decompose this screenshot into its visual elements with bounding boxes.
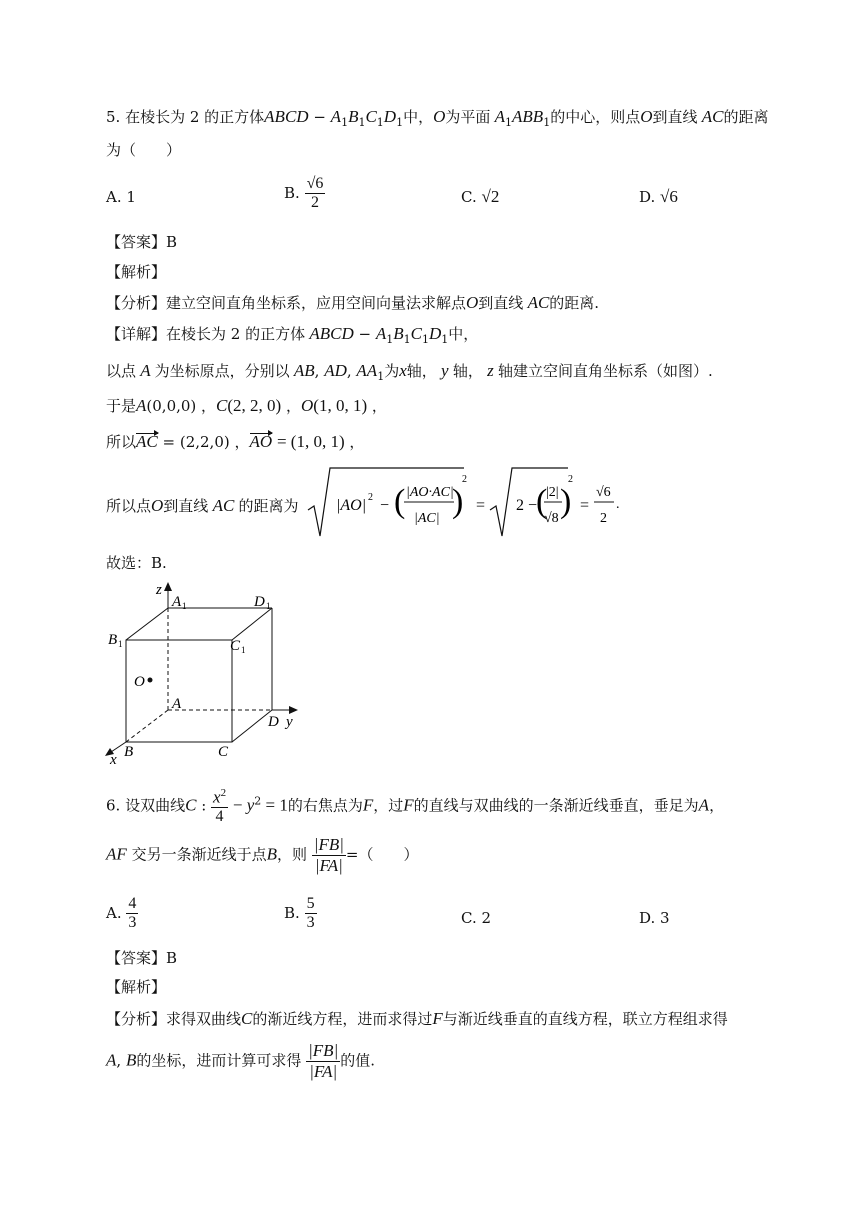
svg-text:y: y [286, 714, 293, 730]
svg-text:1: 1 [182, 601, 187, 611]
q6-stem-line1: 6. 设双曲线C : $\frac{x^2}{4}$ − $y^2 = 1$的右焦点为F，过F的直线与双曲线的一条渐近线垂直，垂足为A， [106, 787, 725, 826]
svg-text:√6: √6 [596, 485, 611, 500]
svg-text:.: . [616, 497, 620, 512]
svg-text:A: A [172, 696, 182, 712]
q5-choose: 故选：B. [106, 554, 167, 572]
svg-text:|2|: |2| [546, 485, 559, 500]
q6-option-c: C. 2 [461, 909, 492, 927]
svg-text:x: x [110, 752, 117, 766]
svg-text:A: A [172, 594, 182, 610]
q6-jiexi: 【解析】 [106, 978, 167, 996]
q5-option-a: A. 1 [106, 188, 136, 206]
svg-text:(: ( [536, 483, 548, 520]
svg-text:O: O [134, 674, 145, 690]
svg-text:2: 2 [568, 474, 573, 485]
q6-answer: 【答案】B [106, 949, 178, 967]
q5-coord-setup: 以点 A 为坐标原点，分别以 AB, AD, $AA_1$为x轴， y 轴， z 轴建立空间直角坐标系（如图）. [106, 361, 713, 383]
q5-coordinates: 于是A(0,0,0) ，C(2, 2, 0) ，O(1, 0, 1) ， [106, 396, 387, 415]
svg-text:=: = [476, 497, 486, 514]
svg-text:2 −: 2 − [516, 497, 538, 514]
svg-text:−: − [380, 497, 390, 514]
q5-distance-expression [306, 462, 626, 542]
svg-text:C: C [230, 638, 241, 654]
q5-analysis: 【分析】建立空间直角坐标系，应用空间向量法求解点O到直线 AC的距离. [106, 293, 600, 312]
q6-option-a: A. $\frac{4}{3}$ [106, 895, 137, 931]
q5-stem-line1: 5. 在棱长为 2 的正方体ABCD − $A_1B_1C_1D_1$中，O为平面 $A_1ABB_1$的中心，则点O到直线 AC的距离 [106, 107, 769, 129]
svg-text:B: B [108, 632, 118, 648]
svg-text:1: 1 [266, 601, 271, 611]
svg-text:): ) [560, 483, 572, 520]
q6-option-b: B. $\frac{5}{3}$ [284, 895, 315, 931]
q5-answer: 【答案】B [106, 233, 178, 251]
svg-text:|AC|: |AC| [414, 511, 440, 526]
q5-option-d: D. √6 [639, 187, 678, 206]
q5-option-b: B. $\frac{√6}{2}$ [284, 175, 324, 211]
q6-analysis-line1: 【分析】求得双曲线C的渐近线方程，进而求得过F与渐近线垂直的直线方程，联立方程组求得 [106, 1009, 728, 1028]
svg-text:√8: √8 [544, 511, 559, 526]
q5-stem-text: 5. 在棱长为 2 的正方体 [106, 108, 265, 126]
q6-stem-line2: AF 交另一条渐近线于点B，则 $\frac{|FB|}{|FA|}$ =（ ） [106, 835, 419, 875]
svg-text:2: 2 [600, 511, 607, 526]
q5-vectors: 所以AC = (2,2,0) ，AO = (1, 0, 1) ， [106, 432, 365, 451]
q6-analysis-line2: A, B的坐标，进而计算可求得 $\frac{|FB|}{|FA|}$ 的值. [106, 1041, 376, 1081]
q5-jiexi: 【解析】 [106, 263, 167, 281]
q5-stem-line2: 为（ ） [106, 141, 182, 159]
svg-text:|AO|: |AO| [336, 497, 367, 514]
svg-text:2: 2 [462, 474, 467, 485]
svg-text:C: C [218, 744, 229, 760]
svg-text:D: D [268, 714, 279, 730]
svg-text:): ) [452, 483, 464, 520]
svg-text:1: 1 [118, 639, 123, 649]
svg-text:z: z [156, 582, 162, 598]
svg-text:D: D [254, 594, 265, 610]
svg-text:B: B [124, 744, 134, 760]
svg-text:1: 1 [241, 645, 246, 655]
q5-option-c: C. √2 [461, 187, 500, 206]
q5-distance-formula: 所以点O到直线 AC 的距离为 [106, 496, 299, 515]
svg-text:2: 2 [368, 492, 373, 503]
cube-figure [100, 578, 320, 766]
svg-text:(: ( [394, 483, 406, 520]
q6-option-d: D. 3 [639, 909, 670, 927]
q5-detail: 【详解】在棱长为 2 的正方体 ABCD − $A_1B_1C_1D_1$中， [106, 324, 479, 346]
svg-text:=: = [580, 497, 590, 514]
svg-text:|AO·AC|: |AO·AC| [406, 485, 454, 500]
